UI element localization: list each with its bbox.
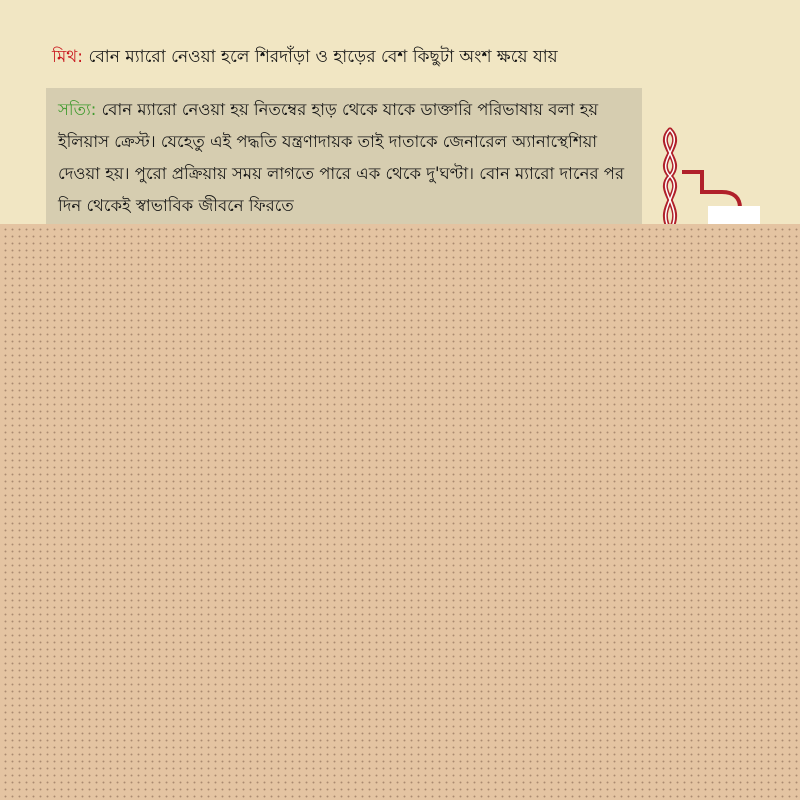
fact-statement [58,94,638,222]
fact-text: বোন ম্যারো নেওয়া হয় নিতম্বের হাড় থেকে যাকে ডাক্তারি পরিভাষায় বলা হয় ইলিয়াস ক্রেস্ট। যেহেতু এই পদ্ধতি যন্ত্রণাদায়ক তাই দাতাকে জেনারেল অ্যানাস্থেশিয়া দেওয়া হয়। পুরো প্রক্রিয়ায় সময় লাগতে পারে এক থেকে দু'ঘণ্টা। বোন ম্যারো দানের পর দিন থেকেই স্বাভাবিক জীবনে ফিরতে [58,100,625,215]
myth-text: বোন ম্যারো নেওয়া হলে শিরদাঁড়া ও হাড়ের বেশ কিছুটা অংশ ক্ষয়ে যায় [88,47,558,67]
dotted-panel [0,224,800,800]
dna-helix-icon [650,120,760,230]
fact-label: সত্যি: [58,100,97,119]
myth-statement [52,42,772,72]
fact-box [46,88,642,228]
myth-label: মিথ: [52,47,84,67]
